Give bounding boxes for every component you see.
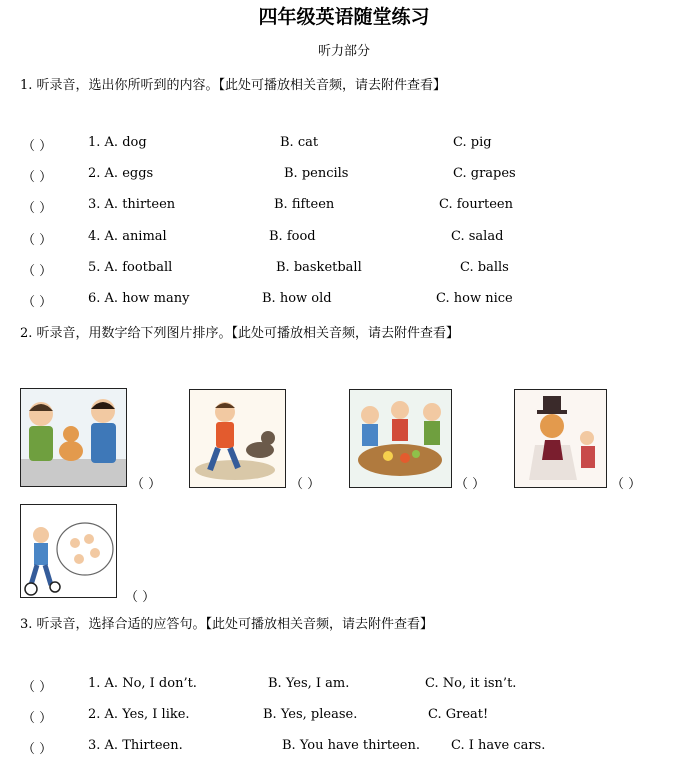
option-c: C. fourteen (439, 197, 513, 212)
order-blank[interactable]: （ ） (290, 477, 321, 492)
picture-boy-football (20, 504, 117, 598)
order-blank[interactable]: （ ） (125, 590, 156, 605)
option-b: B. You have thirteen. (282, 738, 420, 753)
section3-heading: 3. 听录音，选择合适的应答句。【此处可播放相关音频，请去附件查看】 (20, 617, 434, 632)
option-a: 4. A. animal (88, 229, 167, 244)
picture-boy-dog (189, 389, 286, 488)
option-c: C. I have cars. (451, 738, 546, 753)
picture-magician-cat (514, 389, 607, 488)
answer-blank[interactable]: （ ） (22, 139, 53, 154)
option-c: C. salad (451, 229, 504, 244)
picture-party-table (349, 389, 452, 488)
option-c: C. No, it isn’t. (425, 676, 517, 691)
order-blank[interactable]: （ ） (455, 477, 486, 492)
picture-boys-cat (20, 388, 127, 487)
option-a: 1. A. dog (88, 135, 147, 150)
option-a: 1. A. No, I don’t. (88, 676, 197, 691)
option-b: B. cat (280, 135, 319, 150)
answer-blank[interactable]: （ ） (22, 201, 53, 216)
answer-blank[interactable]: （ ） (22, 295, 53, 310)
order-blank[interactable]: （ ） (611, 477, 642, 492)
option-b: B. basketball (276, 260, 362, 275)
option-a: 2. A. Yes, I like. (88, 707, 190, 722)
order-blank[interactable]: （ ） (131, 477, 162, 492)
option-b: B. Yes, I am. (268, 676, 350, 691)
answer-blank[interactable]: （ ） (22, 233, 53, 248)
answer-blank[interactable]: （ ） (22, 264, 53, 279)
page-title: 四年级英语随堂练习 (258, 6, 430, 28)
answer-blank[interactable]: （ ） (22, 170, 53, 185)
option-a: 5. A. football (88, 260, 173, 275)
answer-blank[interactable]: （ ） (22, 680, 53, 695)
option-b: B. Yes, please. (263, 707, 358, 722)
answer-blank[interactable]: （ ） (22, 711, 53, 726)
section1-heading: 1. 听录音，选出你所听到的内容。【此处可播放相关音频，请去附件查看】 (20, 78, 447, 93)
option-c: C. Great! (428, 707, 489, 722)
section2-heading: 2. 听录音，用数字给下列图片排序。【此处可播放相关音频，请去附件查看】 (20, 326, 460, 341)
option-c: C. how nice (436, 291, 513, 306)
option-b: B. how old (262, 291, 332, 306)
option-a: 3. A. Thirteen. (88, 738, 183, 753)
option-c: C. grapes (453, 166, 516, 181)
option-a: 3. A. thirteen (88, 197, 176, 212)
option-a: 2. A. eggs (88, 166, 154, 181)
option-b: B. fifteen (274, 197, 335, 212)
option-c: C. balls (460, 260, 509, 275)
option-c: C. pig (453, 135, 492, 150)
answer-blank[interactable]: （ ） (22, 742, 53, 757)
option-b: B. pencils (284, 166, 349, 181)
option-b: B. food (269, 229, 316, 244)
option-a: 6. A. how many (88, 291, 190, 306)
page-subtitle: 听力部分 (317, 44, 370, 59)
